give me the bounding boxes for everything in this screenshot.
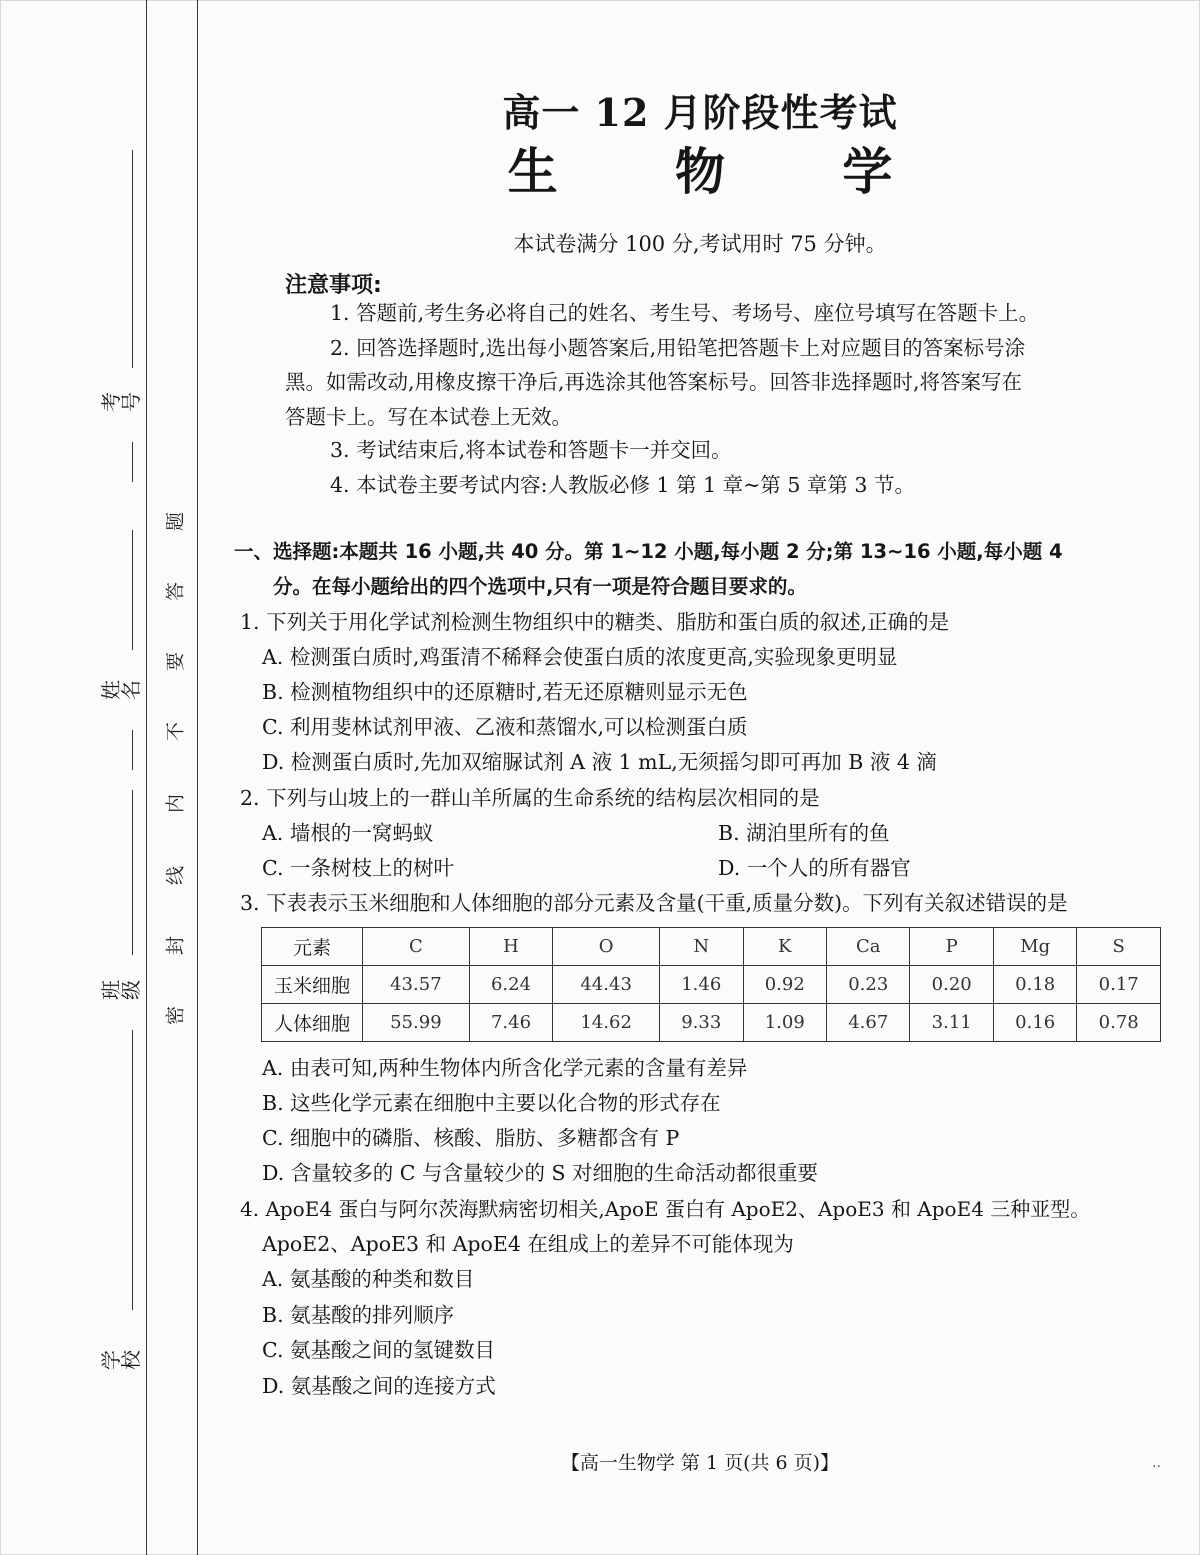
page-footer: 【高一生物学 第 1 页(共 6 页)】 xyxy=(560,1452,840,1474)
table-header-row xyxy=(262,928,1161,966)
table-cell: N xyxy=(660,928,743,966)
name-label: 姓名 xyxy=(99,680,143,700)
q3-option-a: A. 由表可知,两种生物体内所含化学元素的含量有差异 xyxy=(262,1056,748,1080)
class-label: 班级 xyxy=(99,980,143,1000)
school-underline xyxy=(132,1090,133,1310)
q2-option-a: A. 墙根的一窝蚂蚁 xyxy=(262,821,434,845)
table-cell: 1.46 xyxy=(660,966,743,1004)
seal-char: 不 xyxy=(164,722,187,742)
table-cell: 元素 xyxy=(262,928,363,966)
table-cell: 7.46 xyxy=(469,1004,552,1042)
q4-option-c: C. 氨基酸之间的氢键数目 xyxy=(262,1338,495,1362)
q2-option-b: B. 湖泊里所有的鱼 xyxy=(718,821,890,845)
notice-line: 黑。如需改动,用橡皮擦干净后,再选涂其他答案标号。回答非选择题时,将答案写在 xyxy=(285,370,1023,394)
table-cell: 0.20 xyxy=(910,966,993,1004)
table-cell: H xyxy=(469,928,552,966)
q4-option-a: A. 氨基酸的种类和数目 xyxy=(262,1267,475,1291)
name-underline-end xyxy=(132,730,133,770)
table-cell: 0.78 xyxy=(1077,1004,1161,1042)
table-cell: 玉米细胞 xyxy=(262,966,363,1004)
table-cell: 0.17 xyxy=(1077,966,1161,1004)
table-cell: 0.18 xyxy=(993,966,1076,1004)
exam-title: 高一 12 月阶段性考试 xyxy=(502,90,898,135)
seal-char: 题 xyxy=(164,512,187,532)
q3-stem: 3. 下表表示玉米细胞和人体细胞的部分元素及含量(干重,质量分数)。下列有关叙述错误的是 xyxy=(240,891,1068,915)
table-cell: Ca xyxy=(826,928,909,966)
q3-option-b: B. 这些化学元素在细胞中主要以化合物的形式存在 xyxy=(262,1091,721,1115)
notice-line: 1. 答题前,考生务必将自己的姓名、考生号、考场号、座位号填写在答题卡上。 xyxy=(330,301,1040,325)
table-cell: 4.67 xyxy=(826,1004,909,1042)
class-field[interactable] xyxy=(99,790,143,1090)
table-cell: 3.11 xyxy=(910,1004,993,1042)
table-cell: O xyxy=(553,928,660,966)
notice-line: 答题卡上。写在本试卷上无效。 xyxy=(285,405,572,429)
table-cell: 14.62 xyxy=(553,1004,660,1042)
seal-char: 线 xyxy=(164,866,187,886)
section-heading: 一、选择题:本题共 16 小题,共 40 分。第 1~12 小题,每小题 2 分;第 13~16 小题,每小题 4 xyxy=(234,540,1063,563)
exam-number-underline-end xyxy=(132,442,133,482)
table-cell: 0.16 xyxy=(993,1004,1076,1042)
notice-line: 3. 考试结束后,将本试卷和答题卡一并交回。 xyxy=(330,438,732,462)
element-content-table xyxy=(261,927,1161,1042)
table-cell: 55.99 xyxy=(363,1004,470,1042)
table-cell: 44.43 xyxy=(553,966,660,1004)
class-underline xyxy=(132,790,133,955)
exam-number-field[interactable] xyxy=(99,150,143,480)
q2-stem: 2. 下列与山坡上的一群山羊所属的生命系统的结构层次相同的是 xyxy=(240,786,820,810)
table-cell: Mg xyxy=(993,928,1076,966)
school-field[interactable] xyxy=(99,1090,143,1410)
q3-option-d: D. 含量较多的 C 与含量较少的 S 对细胞的生命活动都很重要 xyxy=(262,1161,819,1185)
table-cell: S xyxy=(1077,928,1161,966)
name-underline xyxy=(132,530,133,650)
subject-title: 生 物 学 xyxy=(507,142,943,201)
table-cell: 6.24 xyxy=(469,966,552,1004)
table-cell: 9.33 xyxy=(660,1004,743,1042)
class-underline-end xyxy=(132,1030,133,1090)
notice-title: 注意事项: xyxy=(285,273,382,298)
table-row xyxy=(262,966,1161,1004)
table-cell: 人体细胞 xyxy=(262,1004,363,1042)
q4-stem: 4. ApoE4 蛋白与阿尔茨海默病密切相关,ApoE 蛋白有 ApoE2、ApoE3 和 ApoE4 三种亚型。 xyxy=(240,1197,1091,1221)
table-cell: P xyxy=(910,928,993,966)
q1-option-d: D. 检测蛋白质时,先加双缩脲试剂 A 液 1 mL,无须摇匀即可再加 B 液 4 滴 xyxy=(262,750,937,774)
q4-option-b: B. 氨基酸的排列顺序 xyxy=(262,1303,455,1327)
table-cell: 1.09 xyxy=(743,1004,826,1042)
exam-number-underline xyxy=(132,150,133,368)
school-label: 学校 xyxy=(99,1350,143,1370)
table-cell: 0.92 xyxy=(743,966,826,1004)
table-cell: K xyxy=(743,928,826,966)
q1-option-a: A. 检测蛋白质时,鸡蛋清不稀释会使蛋白质的浓度更高,实验现象更明显 xyxy=(262,645,898,669)
seal-char: 要 xyxy=(164,652,187,672)
seal-char: 封 xyxy=(164,936,187,956)
q2-option-c: C. 一条树枝上的树叶 xyxy=(262,856,454,880)
table-cell: 0.23 xyxy=(826,966,909,1004)
table-cell: C xyxy=(363,928,470,966)
seal-char: 答 xyxy=(164,582,187,602)
notice-line: 4. 本试卷主要考试内容:人教版必修 1 第 1 章~第 5 章第 3 节。 xyxy=(330,473,915,497)
section-heading-cont: 分。在每小题给出的四个选项中,只有一项是符合题目要求的。 xyxy=(273,575,807,598)
q1-option-c: C. 利用斐林试剂甲液、乙液和蒸馏水,可以检测蛋白质 xyxy=(262,715,748,739)
exam-number-label: 考号 xyxy=(99,392,143,412)
binding-line-inner xyxy=(197,0,198,1555)
seal-char: 密 xyxy=(164,1006,187,1026)
q3-option-c: C. 细胞中的磷脂、核酸、脂肪、多糖都含有 P xyxy=(262,1126,680,1150)
name-field[interactable] xyxy=(99,530,143,770)
notice-line: 2. 回答选择题时,选出每小题答案后,用铅笔把答题卡上对应题目的答案标号涂 xyxy=(330,336,1026,360)
q4-stem-cont: ApoE2、ApoE3 和 ApoE4 在组成上的差异不可能体现为 xyxy=(262,1232,794,1256)
table-row xyxy=(262,1004,1161,1042)
table-cell: 43.57 xyxy=(363,966,470,1004)
binding-line-outer xyxy=(146,0,147,1555)
q1-option-b: B. 检测植物组织中的还原糖时,若无还原糖则显示无色 xyxy=(262,680,748,704)
seal-char: 内 xyxy=(164,794,187,814)
q1-stem: 1. 下列关于用化学试剂检测生物组织中的糖类、脂肪和蛋白质的叙述,正确的是 xyxy=(240,610,950,634)
q2-option-d: D. 一个人的所有器官 xyxy=(718,856,911,880)
exam-info: 本试卷满分 100 分,考试用时 75 分钟。 xyxy=(513,232,887,256)
scan-mark: .. xyxy=(1152,1455,1161,1471)
q4-option-d: D. 氨基酸之间的连接方式 xyxy=(262,1374,496,1398)
